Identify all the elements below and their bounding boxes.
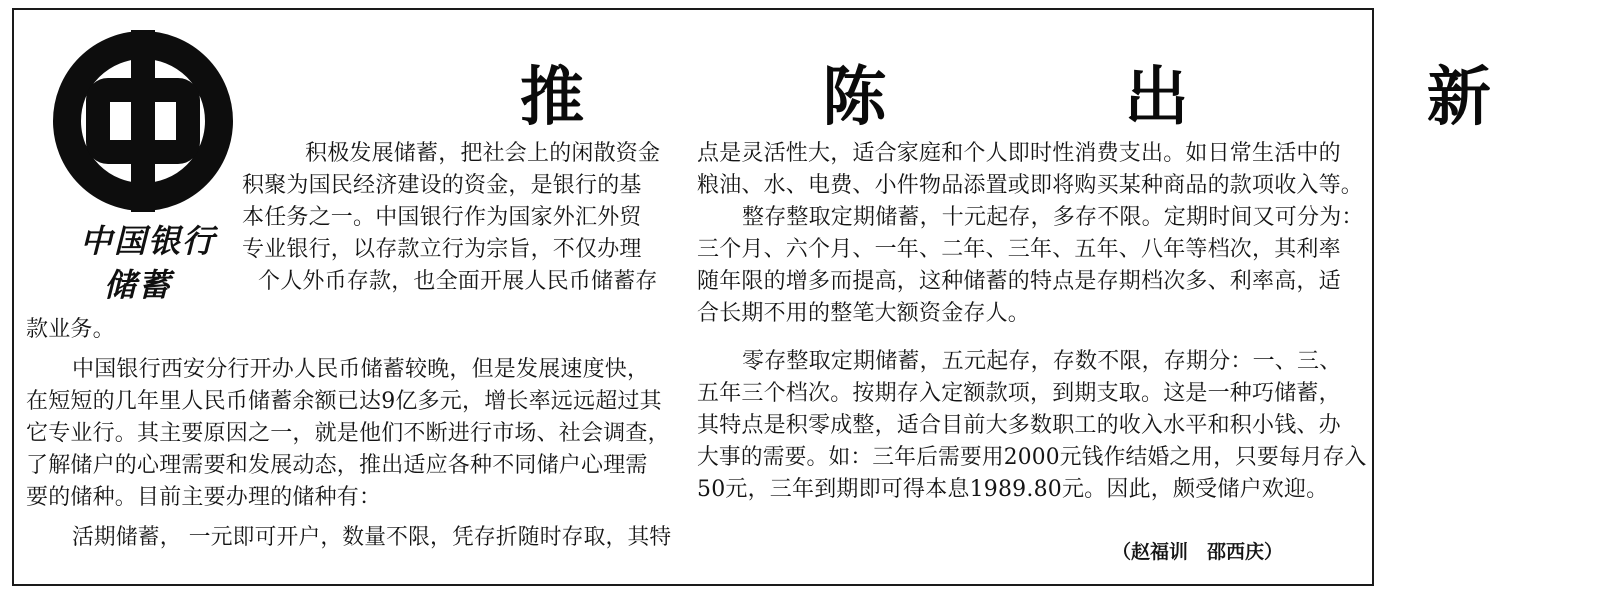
paragraph-line: 合长期不用的整笔大额资金存人。 <box>697 301 1031 326</box>
paragraph-line: 款业务。 <box>26 317 115 342</box>
paragraph-line: 整存整取定期储蓄，十元起存，多存不限。定期时间又可分为： <box>742 205 1364 230</box>
paragraph-line: 粮油、水、电费、小件物品添置或即将购买某种商品的款项收入等。 <box>697 173 1364 198</box>
paragraph-line: 随年限的增多而提高，这种储蓄的特点是存期档次多、利率高，适 <box>697 269 1341 294</box>
paragraph-line: 积聚为国民经济建设的资金，是银行的基 <box>242 173 642 198</box>
paragraph-line: 它专业行。其主要原因之一，就是他们不断进行市场、社会调查， <box>26 421 670 446</box>
paragraph-line: 个人外币存款，也全面开展人民币储蓄存 <box>258 269 658 294</box>
paragraph-line: 点是灵活性大，适合家庭和个人即时性消费支出。如日常生活中的 <box>697 141 1341 166</box>
bank-of-china-logo-icon <box>52 30 234 212</box>
paragraph-line: 了解储户的心理需要和发展动态，推出适应各种不同储户心理需 <box>26 453 648 478</box>
paragraph-line: 其特点是积零成整，适合目前大多数职工的收入水平和积小钱、办 <box>697 413 1341 438</box>
brand-name: 中国银行 <box>80 222 217 260</box>
paragraph-line: 专业银行，以存款立行为宗旨，不仅办理 <box>242 237 642 262</box>
paragraph-line: 本任务之一。中国银行作为国家外汇外贸 <box>242 205 642 230</box>
paragraph-line: 积极发展储蓄，把社会上的闲散资金 <box>305 141 661 166</box>
paragraph-line: 活期储蓄， 一元即可开户，数量不限，凭存折随时存取，其特 <box>72 525 672 550</box>
author-byline: （赵福训 邵西庆） <box>1112 541 1284 563</box>
paragraph-line: 大事的需要。如：三年后需要用2000元钱作结婚之用，只要每月存入 <box>697 445 1367 470</box>
paragraph-line: 在短短的几年里人民币储蓄余额已达9亿多元，增长率远远超过其 <box>26 389 662 414</box>
paragraph-line: 中国银行西安分行开办人民币储蓄较晚，但是发展速度快， <box>72 357 650 382</box>
paragraph-line: 零存整取定期储蓄，五元起存，存数不限，存期分：一、三、 <box>742 349 1342 374</box>
headline: 推 陈 出 新 <box>520 61 1599 135</box>
paragraph-line: 五年三个档次。按期存入定额款项，到期支取。这是一种巧储蓄， <box>697 381 1341 406</box>
paragraph-line: 要的储种。目前主要办理的储种有： <box>26 485 382 510</box>
paragraph-line: 三个月、六个月、一年、二年、三年、五年、八年等档次，其利率 <box>697 237 1341 262</box>
paragraph-line: 50元，三年到期即可得本息1989.80元。因此，颇受储户欢迎。 <box>697 477 1329 502</box>
brand-subtitle: 储蓄 <box>104 266 173 304</box>
